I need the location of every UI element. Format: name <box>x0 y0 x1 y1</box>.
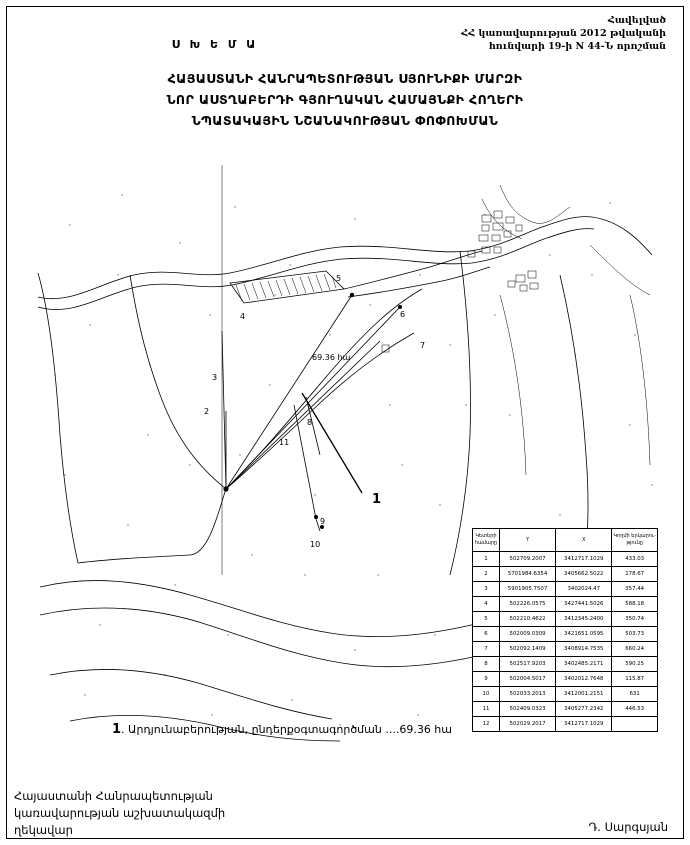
cell-y: 5901905.7507 <box>499 582 555 597</box>
map-leader-6 <box>226 307 400 489</box>
cell-x: 3405662.5022 <box>556 567 612 582</box>
map-leader-4 <box>226 295 352 489</box>
table-row <box>473 612 658 627</box>
legend-number: 1 <box>112 722 122 737</box>
map-node-6 <box>398 305 402 309</box>
map-ridge-right <box>450 251 471 575</box>
signature-role-line-2: կառավարության աշխատակազմի <box>14 806 226 820</box>
map-point-label-5: 5 <box>336 274 342 283</box>
cell-x: 3412717.1029 <box>556 552 612 567</box>
cell-no: 9 <box>473 672 500 687</box>
map-point-label-8: 8 <box>307 418 313 427</box>
signature-role <box>14 788 344 839</box>
table-row <box>473 582 658 597</box>
map-river-top <box>38 217 652 299</box>
coord-header-no: Կետերի համարը <box>473 529 500 552</box>
map-arrow-1 <box>302 393 362 493</box>
legend-note <box>112 722 452 737</box>
cell-no: 5 <box>473 612 500 627</box>
cell-x: 3412001.2151 <box>556 687 612 702</box>
legend-text: . Արդյունաբերության, ընդերքօգտագործման ....69.36 հա <box>121 723 452 736</box>
cell-y: 502092.1409 <box>499 642 555 657</box>
cell-x: 3402012.7648 <box>556 672 612 687</box>
map-leader-7 <box>226 341 380 489</box>
cell-y: 502226.0575 <box>499 597 555 612</box>
map-point-label-7: 7 <box>420 341 426 350</box>
table-row <box>473 642 658 657</box>
table-row <box>473 702 658 717</box>
table-row <box>473 717 658 732</box>
map-connector-strip-settlement <box>344 251 482 289</box>
cell-len <box>612 717 658 732</box>
cell-y: 502409.0323 <box>499 702 555 717</box>
coord-table-header-row <box>473 529 658 552</box>
cell-no: 4 <box>473 597 500 612</box>
map-boundary-south-west <box>78 489 226 563</box>
cell-x: 3402485.2171 <box>556 657 612 672</box>
cell-no: 1 <box>473 552 500 567</box>
map-river-top-2 <box>38 229 594 310</box>
cell-len: 446.53 <box>612 702 658 717</box>
cell-len: 178.67 <box>612 567 658 582</box>
title-line-1: ՀԱՅԱՍՏԱՆԻ ՀԱՆՐԱՊԵՏՈՒԹՅԱՆ ՍՅՈՒՆԻՔԻ ՄԱՐԶԻ <box>167 71 523 86</box>
cell-no: 7 <box>473 642 500 657</box>
map-ridge-right-5 <box>590 245 650 295</box>
cell-len: 590.25 <box>612 657 658 672</box>
cell-len: 350.74 <box>612 612 658 627</box>
cell-len: 503.73 <box>612 627 658 642</box>
cell-x: 3412717.1029 <box>556 717 612 732</box>
table-row <box>473 627 658 642</box>
table-row <box>473 672 658 687</box>
map-ridge-right-3 <box>500 295 526 475</box>
map-boundary-far-west <box>38 273 78 563</box>
table-row <box>473 687 658 702</box>
map-boundary-west <box>130 275 226 489</box>
coordinate-table <box>472 528 658 732</box>
coord-table-body <box>473 552 658 732</box>
table-row <box>473 567 658 582</box>
cell-y: 502004.5017 <box>499 672 555 687</box>
cell-len: 357.44 <box>612 582 658 597</box>
cell-x: 3421651.0595 <box>556 627 612 642</box>
cell-no: 11 <box>473 702 500 717</box>
signature-name: Դ. Սարգսյան <box>588 820 668 834</box>
map-point-label-2: 2 <box>204 407 210 416</box>
map-point-label-9: 9 <box>320 517 326 526</box>
cell-x: 3427441.5026 <box>556 597 612 612</box>
cell-no: 10 <box>473 687 500 702</box>
cell-no: 2 <box>473 567 500 582</box>
map-ridge-right-4 <box>630 295 650 465</box>
cell-y: 502210.4622 <box>499 612 555 627</box>
cell-x: 3412345.2400 <box>556 612 612 627</box>
map-point-label-11: 11 <box>279 438 290 447</box>
cell-y: 5701984.6354 <box>499 567 555 582</box>
cell-no: 8 <box>473 657 500 672</box>
cell-no: 3 <box>473 582 500 597</box>
table-row <box>473 597 658 612</box>
cell-no: 12 <box>473 717 500 732</box>
map-point-label-6: 6 <box>400 310 406 319</box>
cell-len: 115.87 <box>612 672 658 687</box>
cell-y: 502009.0309 <box>499 627 555 642</box>
coord-header-length: Կողմի երկարու-թյունը <box>612 529 658 552</box>
map-line-2-5 <box>226 289 422 489</box>
cell-len: 588.18 <box>612 597 658 612</box>
table-row <box>473 552 658 567</box>
map-settlement <box>468 211 538 291</box>
coord-header-x: X <box>556 529 612 552</box>
approval-line-3: հունվարի 19-ի N 44-Ն որոշման <box>488 41 666 52</box>
map-area-label: 69.36 հա <box>312 353 351 362</box>
signature-role-line-1: Հայաստանի Հանրապետության <box>14 789 213 803</box>
map-leader-2b <box>222 331 226 489</box>
map-road-south-2 <box>40 608 490 667</box>
approval-line-2: ՀՀ կառավարության 2012 թվականի <box>461 28 666 39</box>
map-point-label-3: 3 <box>212 373 218 382</box>
map-connector-strip-settlement-2 <box>348 267 490 297</box>
cell-no: 6 <box>473 627 500 642</box>
page-title <box>0 68 690 131</box>
table-row <box>473 657 658 672</box>
map-ridge-1 <box>500 185 570 223</box>
cell-len: 433.03 <box>612 552 658 567</box>
cell-len: 660.24 <box>612 642 658 657</box>
approval-line-1: Հավելված <box>607 15 666 26</box>
cell-x: 3408914.7535 <box>556 642 612 657</box>
cell-y: 502517.9203 <box>499 657 555 672</box>
map-ridge-2 <box>482 199 522 239</box>
scheme-heading: Ս Խ Ե Մ Ա <box>171 38 259 51</box>
cell-y: 502033.2013 <box>499 687 555 702</box>
map-point-label-1: 1 <box>372 492 382 507</box>
map-arrow-11 <box>294 405 316 519</box>
title-line-2: ՆՈՐ ԱՍՏՂԱԲԵՐԴԻ ԳՅՈՒՂԱԿԱՆ ՀԱՄԱՅՆՔԻ ՀՈՂԵՐԻ <box>166 92 524 107</box>
signature-role-line-3: ղեկավար <box>14 823 73 837</box>
title-line-3: ՆՊԱՏԱԿԱՅԻՆ ՆՇԱՆԱԿՈՒԹՅԱՆ ՓՈՓՈԽՄԱՆ <box>191 113 499 128</box>
coord-header-y: Y <box>499 529 555 552</box>
cell-y: 502709.2007 <box>499 552 555 567</box>
cell-x: 3402024.47 <box>556 582 612 597</box>
cell-x: 3405277.2342 <box>556 702 612 717</box>
map-point-label-10: 10 <box>310 540 321 549</box>
map-road-south-3 <box>50 669 332 719</box>
cell-y: 502029.2017 <box>499 717 555 732</box>
map-point-label-4: 4 <box>240 312 246 321</box>
cell-len: 631 <box>612 687 658 702</box>
map-node-main <box>223 486 228 491</box>
